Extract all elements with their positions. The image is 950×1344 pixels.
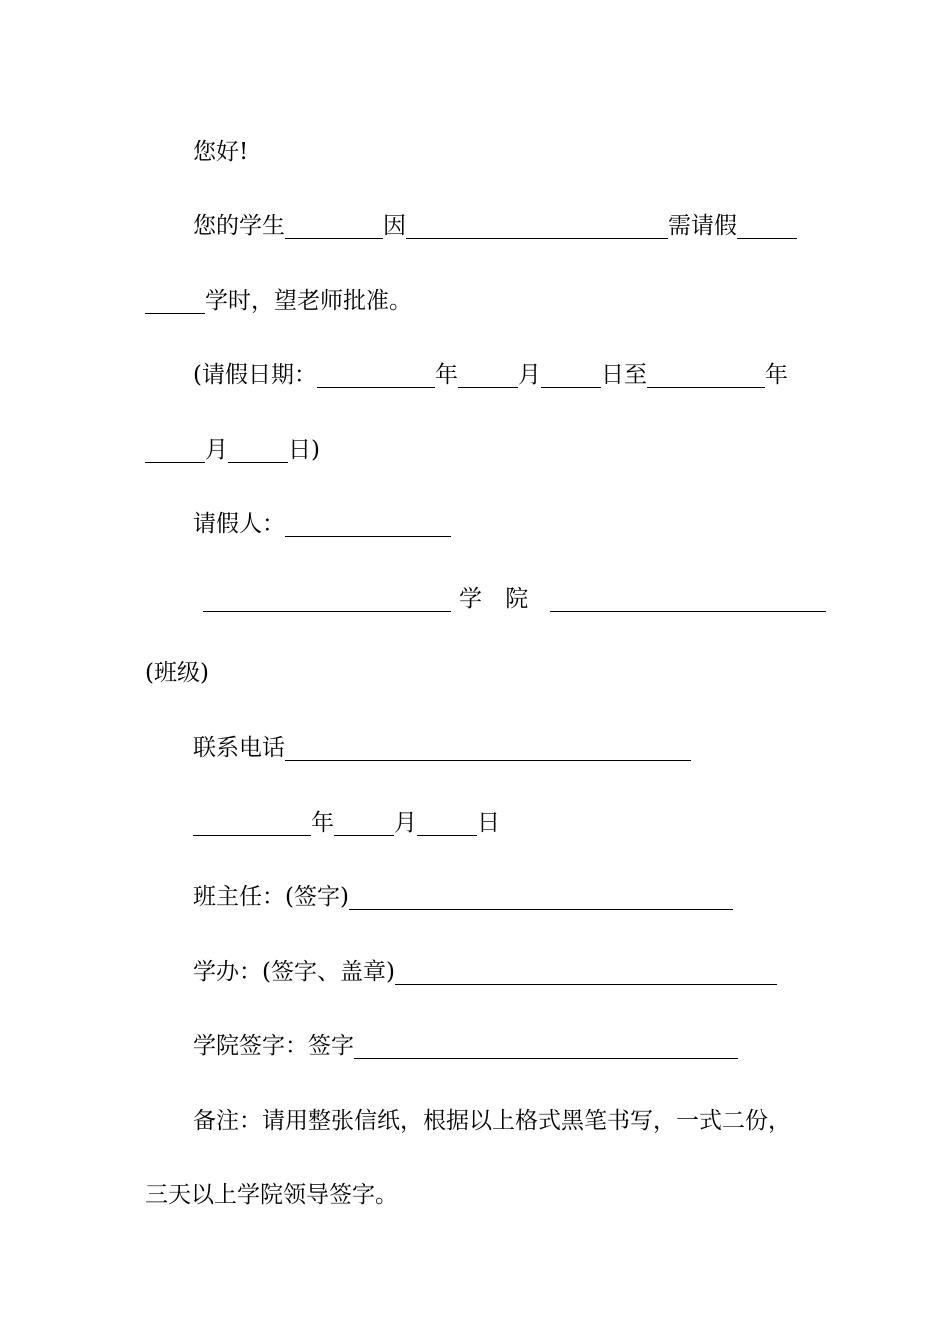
year2-label: 年 bbox=[764, 362, 788, 388]
college-line bbox=[203, 581, 826, 617]
date-year-blank[interactable] bbox=[193, 809, 311, 836]
class-teacher-line bbox=[193, 879, 733, 915]
phone-line bbox=[193, 730, 691, 766]
class-teacher-label: 班主任：(签字) bbox=[193, 884, 349, 910]
note-line-1 bbox=[193, 1103, 791, 1139]
class-label: (班级) bbox=[145, 660, 209, 686]
start-year-blank[interactable] bbox=[317, 361, 435, 388]
office-label: 学办：(签字、盖章) bbox=[193, 959, 395, 985]
leave-request-label: 需请假 bbox=[668, 213, 737, 239]
date-day-blank[interactable] bbox=[417, 809, 477, 836]
college-sign-line bbox=[193, 1028, 738, 1064]
end-month-blank[interactable] bbox=[145, 436, 205, 463]
reason-label: 因 bbox=[383, 213, 406, 239]
student-reason-line bbox=[193, 208, 797, 244]
note-text-2: 三天以上学院领导签字。 bbox=[145, 1182, 398, 1208]
hours-blank-part1[interactable] bbox=[737, 212, 797, 239]
greeting-line bbox=[193, 134, 248, 170]
start-month-blank[interactable] bbox=[458, 361, 518, 388]
college-sign-blank[interactable] bbox=[354, 1032, 738, 1059]
hours-line bbox=[145, 283, 412, 319]
date-month-blank[interactable] bbox=[334, 809, 394, 836]
hours-approval-text: 学时，望老师批准。 bbox=[205, 288, 412, 314]
office-line bbox=[193, 954, 777, 990]
leave-dates-line bbox=[193, 357, 788, 393]
applicant-line bbox=[193, 506, 451, 542]
date-day-label: 日 bbox=[477, 810, 500, 836]
month-label: 月 bbox=[517, 362, 541, 388]
college-blank[interactable] bbox=[203, 585, 451, 612]
year-label: 年 bbox=[434, 362, 458, 388]
college-label: 学 院 bbox=[459, 586, 537, 612]
end-year-blank[interactable] bbox=[647, 361, 765, 388]
start-day-blank[interactable] bbox=[541, 361, 601, 388]
hours-blank-part2[interactable] bbox=[145, 287, 205, 314]
month2-label: 月 bbox=[205, 437, 228, 463]
reason-blank[interactable] bbox=[406, 212, 668, 239]
applicant-blank[interactable] bbox=[285, 510, 451, 537]
day-to-label: 日至 bbox=[600, 362, 647, 388]
greeting: 您好! bbox=[193, 139, 249, 165]
close-label: 日) bbox=[288, 437, 320, 463]
phone-label: 联系电话 bbox=[193, 735, 285, 761]
date-line bbox=[193, 805, 500, 841]
date-month-label: 月 bbox=[394, 810, 417, 836]
leave-dates-label: (请假日期： bbox=[193, 362, 317, 388]
note-line-2 bbox=[145, 1177, 398, 1213]
end-day-blank[interactable] bbox=[228, 436, 288, 463]
student-name-blank[interactable] bbox=[285, 212, 383, 239]
applicant-label: 请假人： bbox=[193, 511, 285, 537]
class-teacher-blank[interactable] bbox=[349, 883, 733, 910]
leave-dates-end-line bbox=[145, 432, 320, 468]
office-blank[interactable] bbox=[395, 958, 777, 985]
date-year-label: 年 bbox=[311, 810, 334, 836]
college-sign-label: 学院签字：签字 bbox=[193, 1033, 354, 1059]
class-line bbox=[145, 655, 209, 691]
student-label: 您的学生 bbox=[193, 213, 285, 239]
phone-blank[interactable] bbox=[285, 734, 691, 761]
class-blank[interactable] bbox=[550, 585, 826, 612]
note-text-1: 备注：请用整张信纸，根据以上格式黑笔书写，一式二份， bbox=[193, 1108, 791, 1134]
